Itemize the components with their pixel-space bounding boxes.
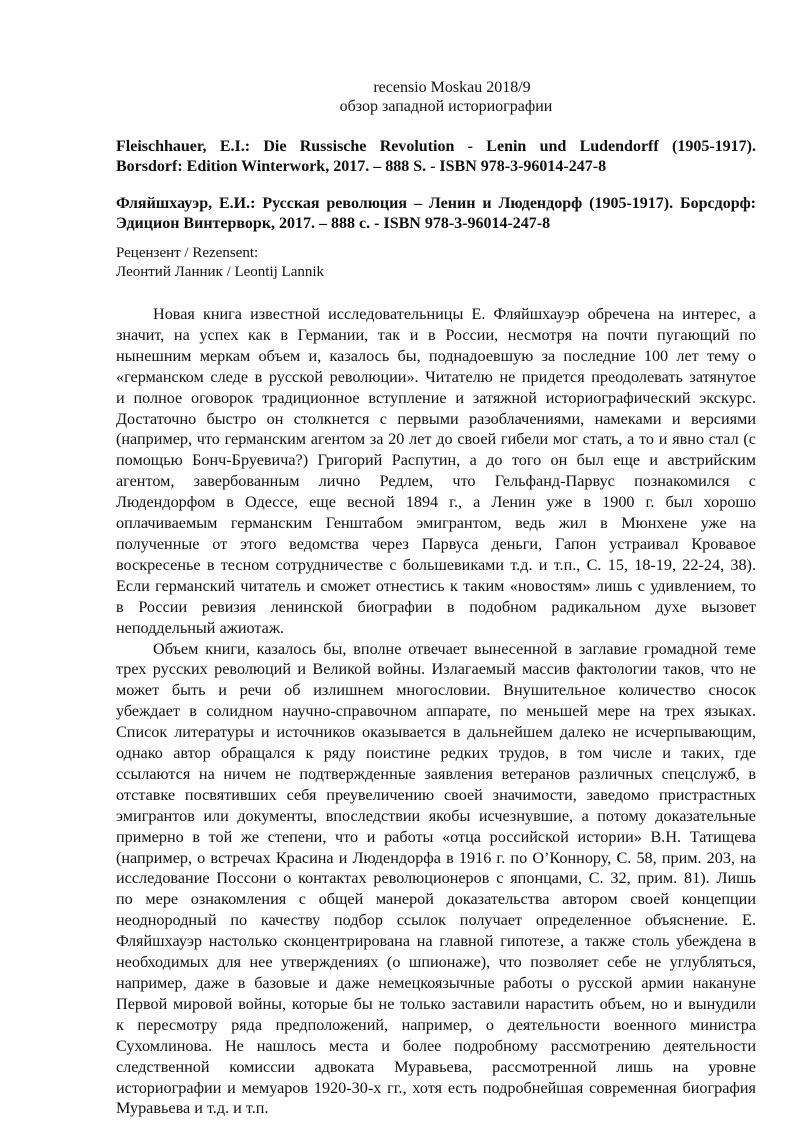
text-line: трех русских революций и Великой войны. Излагаемый массив фактологии таков, что не	[116, 660, 756, 679]
text-line: неоднородный по качеству подбор ссылок получает определенное объяснение. Е.	[116, 911, 756, 930]
text-line: оплачиваемым германским Генштабом эмигрантом, ведь жил в Мюнхене уже на	[116, 514, 756, 533]
text-line: агентом, завербованным лично Редлем, что Гельфанд-Парвус познакомился с	[116, 472, 756, 491]
reviewer-label: Рецензент / Rezensent:	[116, 245, 259, 261]
reviewer-block	[116, 244, 324, 282]
text-line: Муравьева и т.д. и т.п.	[116, 1099, 269, 1118]
journal-name: recensio Moskau 2018/9	[373, 79, 531, 96]
journal-section: обзор западной историографии	[339, 98, 553, 115]
text-line: однако автор обращался к ряду поистине редких трудов, в том числе и таких, где	[116, 744, 756, 763]
text-line: Фляйшхауэр настолько сконцентрирована на главной гипотезе, а также столь убеждена в	[116, 932, 756, 951]
title-line: Фляйшхауэр, Е.И.: Русская революция – Ленин и Людендорф (1905-1917). Борсдорф:	[116, 195, 756, 212]
text-line: следственной комиссии адвоката Муравьева, рассмотренной лишь на уровне	[116, 1057, 756, 1076]
text-line: нынешним меркам объем и, казалось бы, поднадоевшую за последние 100 лет тему о	[116, 346, 756, 365]
book-title-russian	[116, 194, 756, 234]
text-line: Список литературы и источников оказывается в дальнейшем далеко не исчерпывающим,	[116, 723, 756, 742]
text-line: и полное оговорок традиционное вступление и затяжной историографический экскурс.	[116, 388, 756, 407]
text-line: может быть и речи об излишнем многословии. Внушительное количество сносок	[116, 681, 756, 700]
title-line: Fleischhauer, E.I.: Die Russische Revolution - Lenin und Ludendorff (1905-1917).	[116, 138, 756, 155]
text-line: например, даже в базовые и даже немецкоязычные работы о русской армии накануне	[116, 974, 756, 992]
text-line: убеждает в солидном научно-справочном аппарате, по меньшей мере на трех языках.	[116, 702, 756, 721]
text-line: ссылаются на ничем не подтвержденные заявления ветеранов различных спецслужб, в	[116, 764, 756, 783]
text-line: примерно в той же степени, что и работы «отца российской истории» В.Н. Татищева	[116, 827, 756, 846]
text-line: Первой мировой войны, которые бы не только заставили нарастить объем, но и вынудили	[116, 994, 756, 1013]
text-line: (например, что германским агентом за 20 лет до своей гибели мог стать, а то и явно стал (с	[116, 430, 756, 449]
text-line: (например, о встречах Красина и Людендорфа в 1916 г. по О’Коннору, С. 58, прим. 203, на	[116, 848, 756, 867]
title-line: Эдицион Винтерворк, 2017. – 888 с. - ISBN 978-3-96014-247-8	[116, 215, 551, 232]
text-line: неподдельный ажиотаж.	[116, 618, 285, 637]
text-line: «германском следе в русской революции». Читателю не придется преодолевать затянутое	[116, 367, 756, 386]
text-line: Если германский читатель и сможет отнестись к таким «новостям» лишь с удивлением, то	[116, 576, 756, 595]
text-line: в России ревизия ленинской биографии в подобном радикальном духе вызовет	[116, 597, 756, 616]
text-line: значит, на успех как в Германии, так и в России, несмотря на почти пугающий по	[116, 325, 756, 344]
text-line: воскресенье в тесном сотрудничестве с большевиками т.д. и т.п., С. 15, 18-19, 22-24, 38).	[116, 555, 756, 574]
text-line: по мере ознакомления с общей манерой доказательства автором своей концепции	[116, 890, 756, 909]
text-line: Объем книги, казалось бы, вполне отвечает вынесенной в заглавие громадной теме	[153, 639, 756, 658]
text-line: историографии и мемуаров 1920-30-х гг., хотя есть подробнейшая современная биография	[116, 1078, 756, 1097]
text-line: необходимых для нее утверждениях (о шпионаже), что позволяет себе не углубляться,	[116, 953, 756, 972]
text-line: Сухомлинова. Не нашлось места и более подробному рассмотрению деятельности	[116, 1036, 756, 1055]
text-line: к пересмотру ряда предположений, например, о деятельности военного министра	[116, 1015, 756, 1034]
page-header	[0, 78, 800, 116]
paragraph	[116, 304, 756, 639]
text-line: помощью Бонч-Бруевича?) Григорий Распутин, а до того он был еще и австрийским	[116, 451, 756, 470]
paragraph	[116, 639, 756, 1120]
text-line: исследование Поссони о контактах революционеров с японцами, С. 32, прим. 81). Лишь	[116, 869, 756, 888]
text-line: эмигрантов или документы, впоследствии якобы исчезнувшие, а потому доказательные	[116, 806, 756, 825]
text-line: Людендорфом в Одессе, еще весной 1894 г., а Ленин уже в 1900 г. был хорошо	[116, 493, 756, 512]
title-line: Borsdorf: Edition Winterwork, 2017. – 888 S. - ISBN 978-3-96014-247-8	[116, 158, 607, 175]
review-body	[116, 304, 756, 1119]
text-line: отставке посвятивших себя преувеличению своей значимости, заведомо пристрастных	[116, 785, 756, 804]
book-title-german	[116, 137, 756, 177]
text-line: полученные от этого ведомства через Парвуса деньги, Гапон устраивал Кровавое	[116, 534, 756, 553]
text-line: Новая книга известной исследовательницы Е. Фляйшхауэр обречена на интерес, а	[153, 305, 756, 323]
reviewer-name: Леонтий Ланник / Leontij Lannik	[116, 264, 325, 280]
text-line: Достаточно быстро он столкнется с первыми разоблачениями, намеками и версиями	[116, 409, 756, 428]
